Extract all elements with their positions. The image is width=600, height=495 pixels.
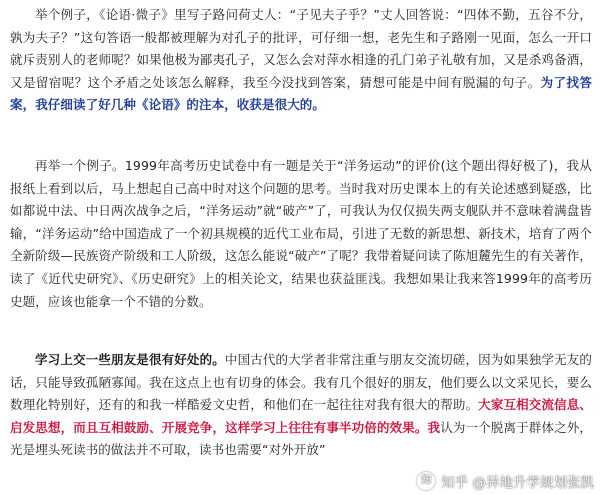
paragraph-3-text: 中国古代的大学者非常注重与朋友交流切磋，因为如果独学无友的话，只能导致孤陋寡闻。我在这点上也有切身的体会。我有几个很好的朋友，他们要么以文采见长，要么数理化特别好，还有的和我一样酷爱文史哲，和他们在一起往往对我有很大的帮助。 [10,352,592,413]
watermark [417,471,594,491]
paragraph-3-lead: 学习上交一些朋友是很有好处的。 [35,352,225,367]
paragraph-3-tail: 认为一个脱离于群体之外，光是埋头死读书的做法并不可取，读书也需要“对外开放” [10,419,593,458]
paragraph-3 [10,349,592,462]
zhihu-icon: 知 [417,472,435,490]
paragraph-1 [10,4,592,117]
paragraph-1-text: 举个例子，《论语·微子》里写子路问荷丈人：“子见夫子乎？”丈人回答说：“四体不勤，五谷不分，孰为夫子？”这句答语一般都被理解为对孔子的批评，可仔细一想，老先生和子路刚一见面，怎么一开口就斥责别人的老师呢？如果他极为鄙夷孔子，又怎么会对萍水相逢的孔门弟子礼敬有加，又是杀鸡备酒，又是留宿呢？这个矛盾之处该怎么解释，我至今没找到答案，猜想可能是中间有脱漏的句子。 [10,7,592,90]
paragraph-2 [10,155,592,313]
paragraph-3-highlight-red: 大家互相交流信息、启发思想，而且互相鼓励、开展竞争，这样学习上往往有事半功倍的效果。我 [10,397,592,435]
paragraph-2-text: 再举一个例子。1999年高考历史试卷中有一题是关于“洋务运动”的评价(这个题出得好极了)，我从报纸上看到以后，马上想起自己高中时对这个问题的思考。当时我对历史课本上的有关论述感到疑惑，比如都说中法、中日两次战争之后，“洋务运动”就“破产”了，可我认为仅仅损失两支舰队并不意味着满盘皆输，“洋务运动”给中国造成了一个初具规模的近代工业布局，引进了无数的新思想、新技术，培育了两个全新阶级—民族资产阶级和工人阶级，这怎么能说“破产”了呢？我带着疑问读了陈旭麓先生的有关著作，读了《近代史研究》、《历史研究》上的相关论文，结果也获益匪浅。我想如果让我来答1999年的高考历史题，应该也能拿一个不错的分数。 [10,158,592,309]
paragraph-1-highlight-blue: 为了找答案，我仔细读了好几种《论语》的注本，收获是很大的。 [10,74,593,113]
watermark-text: 知乎 @异地升学规划张凯 [441,475,594,491]
